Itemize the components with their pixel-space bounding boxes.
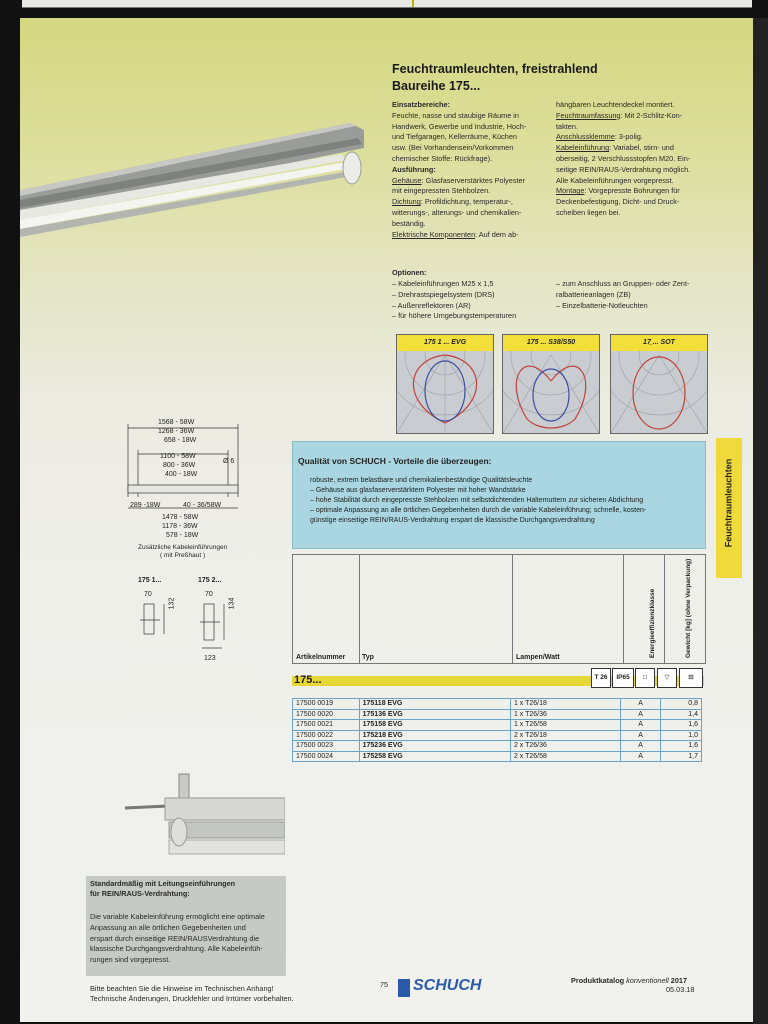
- quality-line: – optimale Anpassung an alle örtlichen Gegebenheiten durch die variable Kabeleinführung; schnelle, kosten-: [310, 507, 647, 514]
- dim-bottom-3: 578 - 18W: [166, 532, 199, 539]
- t26-icon: T 26: [591, 668, 611, 688]
- cell-typ: 175136 EVG: [359, 709, 510, 720]
- option-item: – für höhere Umgebungstemperaturen: [392, 311, 517, 321]
- cell-eec: A: [620, 709, 661, 720]
- description-line-term: Gehäuse: [392, 175, 422, 185]
- description-line: Kabeleinführung: Variabel, stirn- und: [556, 143, 674, 153]
- page-edge-mark: [412, 0, 414, 7]
- table-row: [293, 709, 702, 720]
- header-weight-label: Gewicht [kg] (ohne Verpackung): [685, 558, 692, 658]
- catalog-page: [20, 18, 753, 1022]
- option-item: – Außenreflektoren (AR): [392, 300, 471, 310]
- cell-art: 17500 0020: [293, 709, 360, 720]
- cell-kg: 0,8: [661, 699, 702, 710]
- catalog-edition: konventionell: [626, 976, 669, 985]
- info-box-line: erspart durch einseitige REIN/RAUSVerdrahtung die: [90, 933, 260, 943]
- cell-art: 17500 0022: [293, 730, 360, 741]
- description-line: Feuchtraumfassung: Mit 2-Schlitz-Kon-: [556, 110, 683, 120]
- dim-note-2: ( mit Preßhaut ): [160, 552, 206, 559]
- description-line: Feuchte, nasse und staubige Räume in: [392, 110, 519, 120]
- option-item: – Drehrastspiegelsystem (DRS): [392, 289, 495, 299]
- cell-lamp: 2 x T26/58: [510, 751, 620, 762]
- info-box-line: Die variable Kabeleinführung ermöglicht eine optimale: [90, 912, 265, 921]
- cell-art: 17500 0019: [293, 699, 360, 710]
- description-line: beständig.: [392, 218, 426, 228]
- footer-note-1: Bitte beachten Sie die Hinweise im Technischen Anhang!: [90, 984, 274, 993]
- ip65-icon: IP65: [612, 668, 634, 688]
- dim-top-1: 1568 - 58W: [158, 419, 195, 426]
- description-right: [556, 100, 721, 219]
- header-article-label: Artikelnummer: [296, 654, 346, 661]
- section-shapes: [138, 598, 238, 654]
- table-row: [293, 751, 702, 762]
- info-box-line: rungen sind vorgepresst.: [90, 955, 171, 965]
- col-header-article: [292, 554, 360, 664]
- info-box: [86, 876, 286, 976]
- description-line-term: Anschlussklemme: [556, 132, 615, 142]
- cell-art: 17500 0023: [293, 741, 360, 752]
- col-header-lamp: [512, 554, 624, 664]
- info-box-line: Anpassung an alle örtlichen Gegebenheiten und: [90, 922, 246, 932]
- page-title: Feuchtraumleuchten, freistrahlend: [392, 62, 598, 76]
- description-line: Ausführung:: [392, 164, 436, 174]
- protection-class-icon: □: [635, 668, 655, 688]
- section-tab-label: Feuchtraumleuchten: [723, 458, 734, 548]
- description-line: Handwerk, Gewerbe und Industrie, Hoch-: [392, 121, 527, 131]
- page-subtitle: Baureihe 175...: [392, 79, 481, 93]
- quality-line: – hohe Stabilität durch eingepresste Stehbolzen mit selbstdichtenden Haltemuttern zur sicheren Abdichtung: [310, 497, 644, 504]
- col-header-type: [359, 554, 513, 664]
- cell-lamp: 2 x T26/36: [510, 741, 620, 752]
- options-left: [392, 279, 562, 322]
- catalog-name: Produktkatalog: [571, 976, 625, 985]
- description-line: Deckenbefestigung, Dicht- und Druck-: [556, 197, 680, 207]
- description-line: Elektrische Komponenten: Auf dem ab-: [392, 229, 519, 239]
- light-curve-s38: [502, 334, 600, 434]
- option-item: – Kabeleinführungen M25 x 1,5: [392, 279, 494, 288]
- dim-bottom-2: 1178 - 36W: [162, 523, 198, 530]
- fixture-photo: [20, 116, 370, 256]
- description-line-term: Elektrische Komponenten: [392, 229, 476, 239]
- section-tab: [716, 438, 742, 578]
- description-line: Alle Kabeleinführungen vorgepresst.: [556, 175, 674, 185]
- cell-typ: 175158 EVG: [359, 720, 510, 731]
- light-curve-label: 175 ... S38/S50: [503, 335, 599, 351]
- footer-note-2: Technische Änderungen, Druckfehler und Irrtümer vorbehalten.: [90, 994, 294, 1003]
- light-curve-sot: [610, 334, 708, 434]
- article-table: [292, 698, 702, 762]
- description-line: witterungs-, alterungs- und chemikalien-: [392, 207, 522, 217]
- header-type-label: Typ: [362, 654, 374, 661]
- dim-note-1: Zusätzliche Kabeleinführungen: [138, 544, 228, 551]
- cell-kg: 1,7: [661, 751, 702, 762]
- section-b-width: 70: [205, 591, 213, 598]
- description-line: Einsatzbereiche:: [392, 100, 450, 109]
- schuch-logo-icon: [398, 979, 410, 997]
- cell-typ: 175218 EVG: [359, 730, 510, 741]
- quality-line: günstige einseitige REIN/RAUS-Verdrahtung erspart die klassische Durchgangsverdrahtung: [310, 517, 595, 524]
- cell-kg: 1,6: [661, 741, 702, 752]
- header-energy-label: Energieeffizienzklasse: [649, 588, 656, 658]
- section-a-label: 175 1...: [138, 577, 162, 584]
- description-line-term: Kabeleinführung: [556, 143, 610, 153]
- cell-kg: 1,4: [661, 709, 702, 720]
- dim-top-2: 1268 - 36W: [158, 428, 195, 435]
- section-a-width: 70: [144, 591, 152, 598]
- description-line: chemischer Stoffe: Rückfrage).: [392, 153, 493, 163]
- options-title: Optionen:: [392, 268, 427, 277]
- fixture-detail-photo: [125, 770, 285, 862]
- description-line: mit eingepressten Stehbolzen.: [392, 186, 491, 196]
- cell-kg: 1,6: [661, 720, 702, 731]
- cell-typ: 175258 EVG: [359, 751, 510, 762]
- dim-mid-3: 400 - 18W: [165, 471, 198, 478]
- description-line: Gehäuse: Glasfaserverstärktes Polyester: [392, 175, 526, 185]
- description-line-term: Dichtung: [392, 197, 421, 207]
- cell-eec: A: [620, 751, 661, 762]
- option-item: ralbatterieanlagen (ZB): [556, 289, 631, 299]
- light-curve-label: 17̲ ... SOT: [611, 335, 707, 351]
- cell-eec: A: [620, 730, 661, 741]
- cell-typ: 175118 EVG: [359, 699, 510, 710]
- cell-typ: 175236 EVG: [359, 741, 510, 752]
- screen-edge: [753, 18, 768, 1024]
- description-left: [392, 100, 557, 240]
- cell-kg: 1,0: [661, 730, 702, 741]
- polar-diagram: [611, 351, 707, 433]
- polar-diagram: [397, 351, 493, 433]
- dim-bottom-left: 289 -18W: [130, 502, 161, 509]
- light-curve-evg: [396, 334, 494, 434]
- description-line: Dichtung: Profildichtung, temperatur-,: [392, 197, 513, 207]
- description-line: usw. (Bei Vorhandensein/Vorkommen: [392, 143, 514, 153]
- cell-lamp: 2 x T26/18: [510, 730, 620, 741]
- previous-page-edge: [22, 0, 752, 8]
- section-b-label: 175 2...: [198, 577, 222, 584]
- dim-bottom-right: 40 - 36/58W: [183, 502, 222, 509]
- info-box-text: [90, 912, 286, 966]
- description-line: und Tiefgaragen, Kellerräume, Küchen: [392, 132, 517, 142]
- catalog-year: 2017: [670, 976, 688, 985]
- dim-diameter: Ø 6: [223, 458, 235, 465]
- section-b-height: 134: [228, 597, 236, 610]
- cell-lamp: 1 x T26/58: [510, 720, 620, 731]
- cell-lamp: 1 x T26/18: [510, 699, 620, 710]
- page-number: 75: [380, 980, 389, 989]
- info-box-line: klassische Durchgangsverdrahtung. Alle Kabeleinfüh-: [90, 944, 263, 954]
- quality-title: Qualität von SCHUCH - Vorteile die überzeugen:: [298, 456, 492, 466]
- quality-line: – Gehäuse aus glasfaserverstärktem Polyester mit hoher Wandstärke: [310, 487, 526, 494]
- description-line: Montage: Vorgepresste Bohrungen für: [556, 186, 680, 196]
- description-line-term: Feuchtraumfassung: [556, 110, 621, 120]
- table-row: [293, 741, 702, 752]
- section-b-bottom: 123: [204, 655, 216, 662]
- light-curve-label: 175 1 ... EVG: [397, 335, 493, 351]
- dim-bottom-1: 1478 - 58W: [162, 514, 199, 521]
- dim-mid-2: 800 - 36W: [163, 462, 196, 469]
- col-header-energy: [623, 554, 665, 664]
- cell-eec: A: [620, 720, 661, 731]
- description-line: seitige REIN/RAUS-Verdrahtung möglich.: [556, 164, 691, 174]
- option-item: – zum Anschluss an Gruppen- oder Zent-: [556, 279, 690, 288]
- dim-mid-1: 1100 - 58W: [160, 453, 196, 460]
- print-date: 05.03.18: [666, 985, 695, 994]
- table-row: [293, 720, 702, 731]
- quality-box: [292, 441, 706, 549]
- cell-art: 17500 0024: [293, 751, 360, 762]
- description-line: hängbaren Leuchtendeckel montiert.: [556, 100, 675, 109]
- cell-lamp: 1 x T26/36: [510, 709, 620, 720]
- mounting-icon: ⊡: [679, 668, 703, 688]
- header-lamp-label: Lampen/Watt: [516, 654, 560, 661]
- description-line-term: Montage: [556, 186, 585, 196]
- description-line: oberseitig, 2 Verschlussstopfen M20. Ein-: [556, 153, 691, 163]
- options-right: [556, 279, 726, 311]
- description-line: scheiben liegen bei.: [556, 207, 621, 217]
- table-row: [293, 730, 702, 741]
- section-a-height: 132: [168, 597, 176, 610]
- cell-eec: A: [620, 741, 661, 752]
- schuch-logo: SCHUCH: [413, 977, 482, 994]
- description-line: Anschlussklemme: 3-polig.: [556, 132, 643, 142]
- cell-eec: A: [620, 699, 661, 710]
- info-box-title: Standardmäßig mit Leitungseinführungen: [90, 879, 236, 888]
- cell-art: 17500 0021: [293, 720, 360, 731]
- quality-line: robuste, extrem belastbare und chemikalienbeständige Qualitätsleuchte: [310, 477, 533, 484]
- dim-top-3: 658 - 18W: [164, 437, 197, 444]
- series-label: 175...: [294, 674, 322, 686]
- polar-diagram: [503, 351, 599, 433]
- flammability-icon: ▽: [657, 668, 677, 688]
- option-item: – Einzelbatterie-Notleuchten: [556, 300, 648, 310]
- description-line: takten.: [556, 121, 578, 131]
- table-row: [293, 699, 702, 710]
- info-box-subtitle: für REIN/RAUS-Verdrahtung:: [90, 889, 190, 898]
